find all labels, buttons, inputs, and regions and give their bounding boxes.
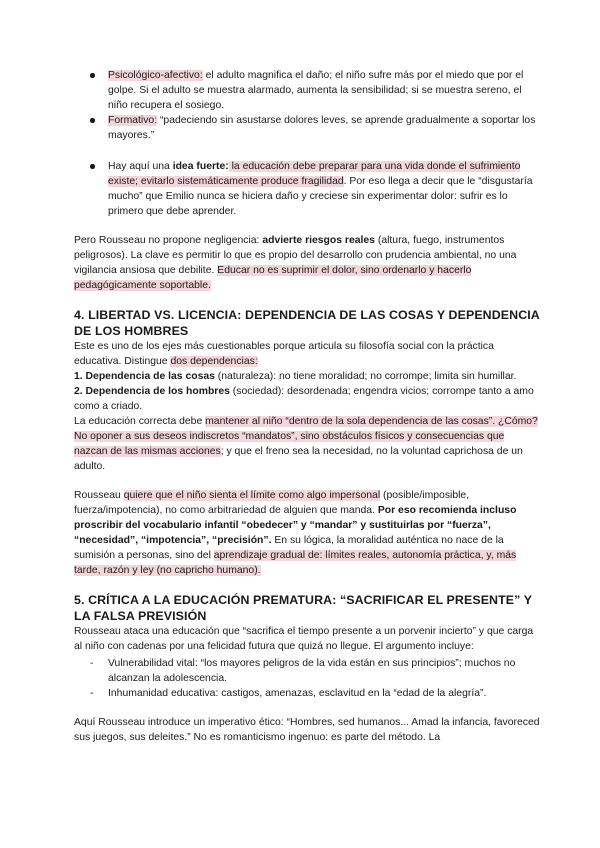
- bold-text: 2. Dependencia de los hombres: [74, 386, 230, 397]
- highlight: aprendizaje gradual de: límites reales, autonomía práctica, y, más tarde, razón y ley (no capricho humano).: [74, 550, 517, 576]
- list-item-text: . Por eso llega a decir que le “disgustaría mucho” que Emilio nunca se hiciera daño y creciese sin experimentar dolor: sufrir es lo primero que debe aprender.: [108, 176, 533, 217]
- text: (altura, fuego, instrumentos peligrosos). La clave es permitir lo que es propio del desarrollo con prudencia ambiental, no una vigilancia ansiosa que debilite.: [74, 235, 517, 276]
- dependency-1: [74, 369, 540, 384]
- bullet-list-idea-fuerte: [74, 159, 540, 219]
- text: (sociedad): desordenada; engendra vicios; corrompe tanto a amo como a criado.: [74, 386, 534, 412]
- paragraph-limite-impersonal: [74, 488, 540, 578]
- bold-text: idea fuerte:: [172, 161, 229, 172]
- paragraph-imperativo-etico: Aquí Rousseau introduce un imperativo ético: “Hombres, sed humanos... Amad la infancia, favoreced sus juegos, sus deleites.” No es romanticismo ingenuo: es parte del método. La: [74, 717, 540, 743]
- list-item-text: el adulto magnifica el daño; el niño sufre más por el miedo que por el golpe. Si el adulto se muestra alarmado, aumenta la sensibilidad; si se muestra sereno, el niño recupera el sosiego.: [108, 70, 524, 111]
- bullet-list-dolor: [74, 68, 540, 143]
- highlight: la educación debe preparar para una vida donde el sufrimiento existe; evitarlo sistemáticamente produce fragilidad: [108, 161, 521, 187]
- text: Pero Rousseau no propone negligencia:: [74, 235, 263, 246]
- highlight: mantener al niño “dentro de la sola dependencia de las cosas”. ¿Cómo? No oponer a sus deseos indiscretos “mandatos”, sino obstáculos físicos y consecuencias que nazcan de las mismas acciones: [74, 416, 538, 457]
- text: ; y que el freno sea la necesidad, no la voluntad caprichosa de un adulto.: [74, 446, 523, 472]
- paragraph-negligencia: [74, 233, 540, 293]
- text: En su lógica, la moralidad auténtica no nace de la sumisión a personas, sino del: [74, 535, 504, 561]
- text: (naturaleza): no tiene moralidad; no corrompe; limita sin humillar.: [214, 371, 517, 382]
- highlight: quiere que el niño sienta el límite como algo impersonal: [123, 490, 381, 501]
- paragraph-dependencias: [74, 339, 540, 369]
- list-item: - Vulnerabilidad vital: “los mayores peligros de la vida están en sus principios”; muchos no alcanzan la adolescencia.: [90, 656, 540, 686]
- list-item: [90, 68, 540, 113]
- dependency-2: [74, 384, 540, 414]
- paragraph-educacion-prematura: Rousseau ataca una educación que “sacrifica el tiempo presente a un porvenir incierto” y que carga al niño con cadenas por una felicidad futura que quizá no llegue. El argumento incluye:: [74, 626, 534, 652]
- list-item-text: Hay aquí una: [108, 161, 173, 172]
- section-heading-4: 4. LIBERTAD VS. LICENCIA: DEPENDENCIA DE LAS COSAS Y DEPENDENCIA DE LOS HOMBRES: [74, 308, 540, 338]
- list-item-text: “padeciendo sin asustarse dolores leves, se aprende gradualmente a soportar los mayores.”: [108, 115, 536, 141]
- dash-list-argumento: [74, 656, 540, 701]
- paragraph-educacion-correcta: [74, 414, 540, 474]
- highlight: Formativo:: [108, 115, 158, 126]
- list-item: - Inhumanidad educativa: castigos, amenazas, esclavitud en la “edad de la alegría”.: [90, 686, 540, 701]
- text: Rousseau: [74, 490, 124, 501]
- list-item: [90, 113, 540, 143]
- text: Este es uno de los ejes más cuestionables porque articula su filosofía social con la práctica educativa. Distingue: [74, 341, 494, 367]
- bold-text: Por eso recomienda incluso proscribir del vocabulario infantil “obedecer” y “mandar” y sustituirlas por “fuerza”, “necesidad”, “impotencia”, “precisión”.: [74, 505, 517, 546]
- section-heading-5: 5. CRÍTICA A LA EDUCACIÓN PREMATURA: “SACRIFICAR EL PRESENTE” Y LA FALSA PREVISIÓN: [74, 593, 532, 623]
- bold-text: advierte riesgos reales: [262, 235, 375, 246]
- list-item: [90, 159, 540, 219]
- bold-text: 1. Dependencia de las cosas: [74, 371, 215, 382]
- text: La educación correcta debe: [74, 416, 206, 427]
- highlight: dos dependencias:: [170, 356, 258, 367]
- text: (posible/imposible, fuerza/impotencia), no como arbitrariedad de alguien que manda.: [74, 490, 470, 516]
- highlight: Psicológico-afectivo:: [108, 70, 203, 81]
- highlight: Educar no es suprimir el dolor, sino ordenarlo y hacerlo pedagógicamente soportable.: [74, 265, 472, 291]
